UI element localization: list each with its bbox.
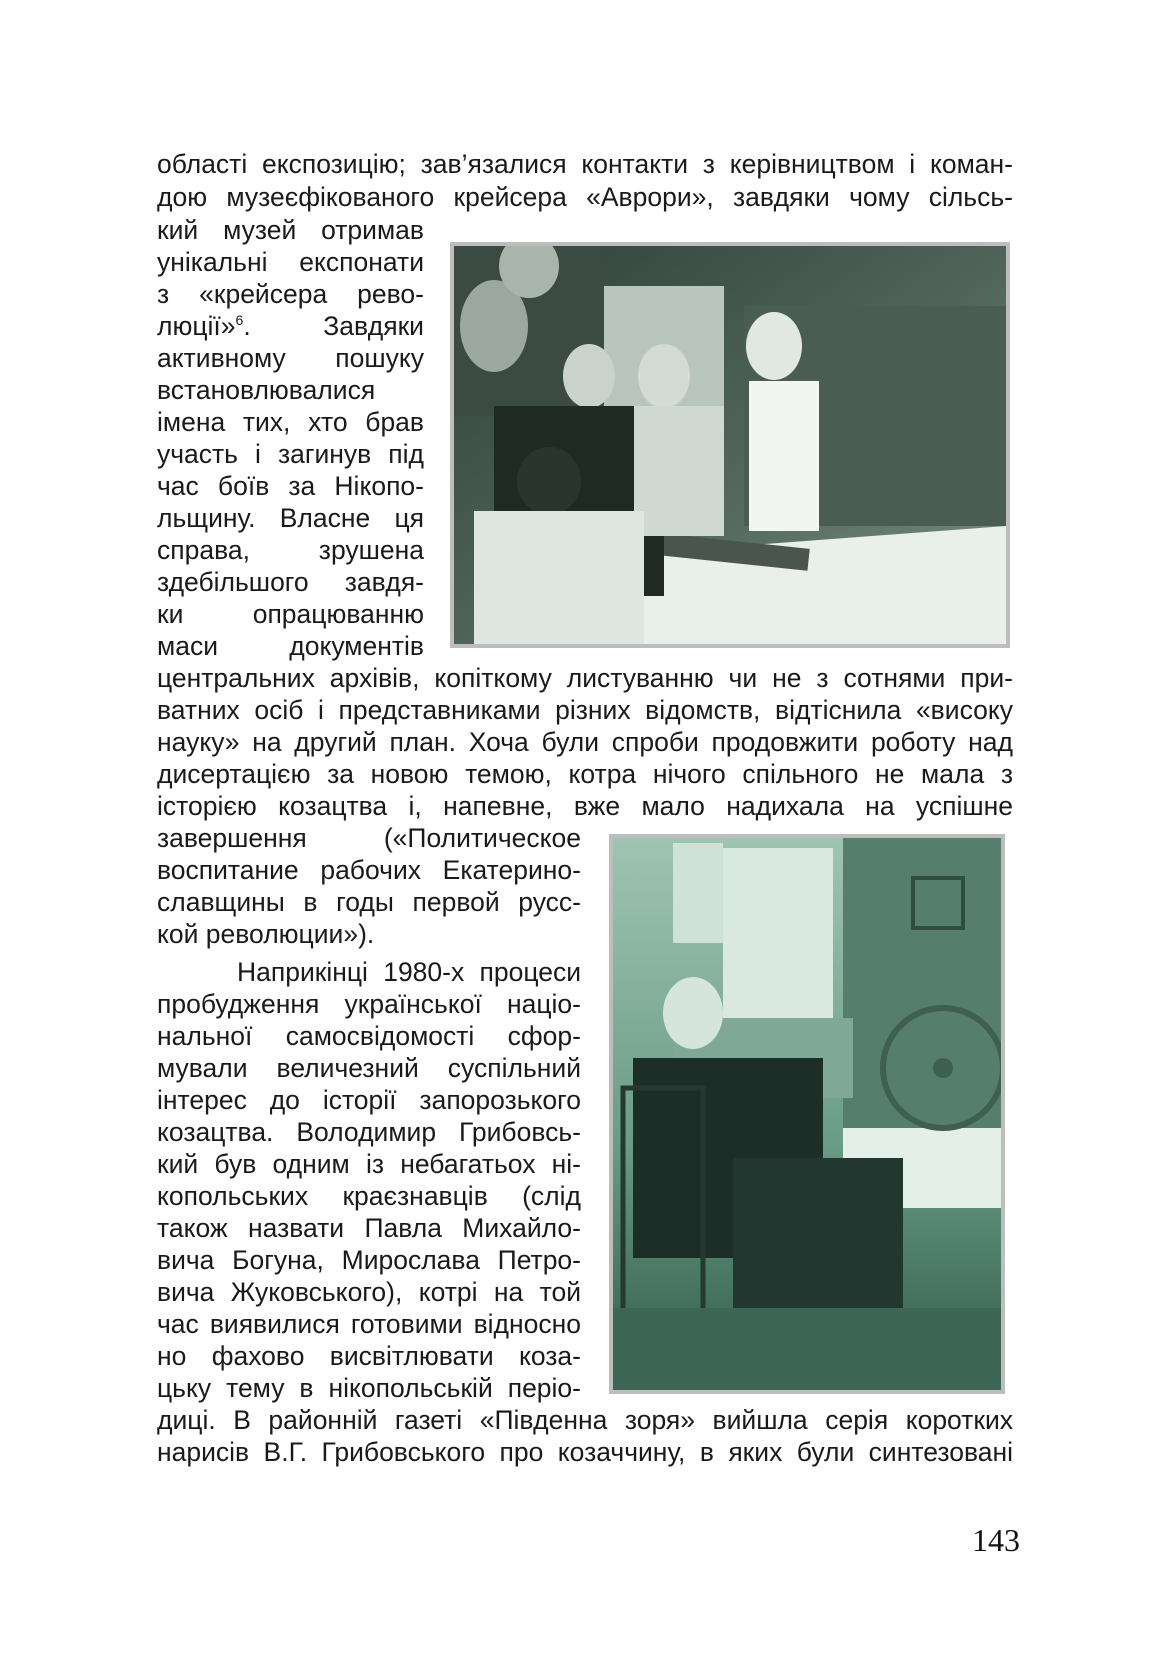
text-line: кий був одним із небагатьох ні- xyxy=(157,1149,581,1179)
text-line: диці. В районній газеті «Південна зоря» вийшла серія коротких xyxy=(157,1405,1013,1435)
text-line: цьку тему в нікопольській періо- xyxy=(157,1373,581,1403)
text-line: кой революции»). xyxy=(157,919,375,949)
page-number: 143 xyxy=(972,1522,1020,1558)
text-line: но фахово висвітлювати коза- xyxy=(157,1341,581,1371)
text-line: славщины в годы первой русс- xyxy=(157,887,581,917)
seated-old-man-in-museum-photo xyxy=(613,838,1001,1390)
text-line: ватних осіб і представниками різних відомств, відтіснила «високу xyxy=(157,695,1013,725)
text-line: кий музей отримав xyxy=(157,215,424,245)
text-line: дою музеєфікованого крейсера «Аврори», завдяки чому сільсь- xyxy=(157,182,1013,212)
text-fragment: люції» xyxy=(157,311,236,341)
text-line: області експозицію; зав’язалися контакти з керівництвом і коман- xyxy=(157,149,1013,179)
text-line: воспитание рабочих Екатерино- xyxy=(157,855,581,885)
text-line: час виявилися готовими відносно xyxy=(157,1309,581,1339)
text-fragment: . Завдяки xyxy=(243,311,424,341)
text-line: історією козацтва і, напевне, вже мало надихала на успішне xyxy=(157,791,1013,821)
text-line: вича Богуна, Мирослава Петро- xyxy=(157,1245,581,1275)
text-line: встановлювалися xyxy=(157,375,376,405)
footnote-ref: 6 xyxy=(235,312,244,329)
text-line: інтерес до історії запорозького xyxy=(157,1085,581,1115)
text-line: дисертацією за новою темою, котра нічого спільного не мала з xyxy=(157,759,1013,789)
text-line: нальної самосвідомості сфор- xyxy=(157,1021,581,1051)
text-line: пробудження української націо- xyxy=(157,989,581,1019)
text-line: також назвати Павла Михайло- xyxy=(157,1213,581,1243)
text-line: вича Жуковського), котрі на той xyxy=(157,1277,581,1307)
text-line xyxy=(157,310,424,342)
text-line: завершення («Политическое xyxy=(157,823,581,853)
text-line: маси документів xyxy=(157,631,424,661)
text-line: Наприкінці 1980-х процеси xyxy=(237,957,581,987)
text-line: участь і загинув під xyxy=(157,439,424,469)
text-line: козацтва. Володимир Грибовсь- xyxy=(157,1117,581,1147)
four-men-at-table-photo xyxy=(454,246,1006,644)
text-line: копольських краєзнавців (слід xyxy=(157,1181,581,1211)
text-line: активному пошуку xyxy=(157,343,424,373)
text-line: справа, зрушена xyxy=(157,535,424,565)
text-line: час боїв за Нікопо- xyxy=(157,471,424,501)
text-line: мували величезний суспільний xyxy=(157,1053,581,1083)
text-line: здебільшого завдя- xyxy=(157,567,424,597)
text-line: унікальні експонати xyxy=(157,247,424,277)
text-line: імена тих, хто брав xyxy=(157,407,424,437)
photo-men-at-table xyxy=(450,242,1010,648)
text-line: льщину. Власне ця xyxy=(157,503,424,533)
text-line: нарисів В.Г. Грибовського про козаччину, в яких були синтезовані xyxy=(157,1437,1013,1467)
photo-seated-man xyxy=(609,834,1005,1394)
text-line: з «крейсера рево- xyxy=(157,279,424,309)
text-line: науку» на другий план. Хоча були спроби продовжити роботу над xyxy=(157,727,1013,757)
text-line: ки опрацюванню xyxy=(157,599,424,629)
text-line: центральних архівів, копіткому листуванню чи не з сотнями при- xyxy=(157,663,1013,693)
